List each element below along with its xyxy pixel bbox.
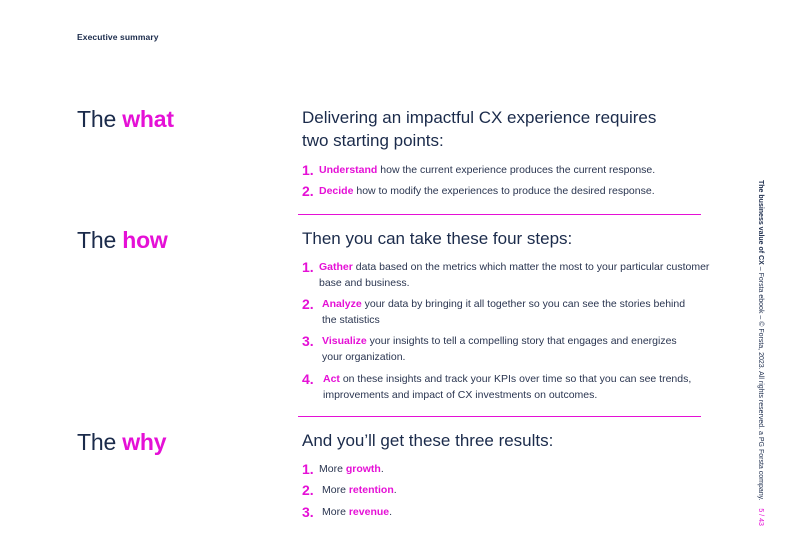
item-text: your insights to tell a compelling story that engages and energizes your organization. (322, 335, 677, 363)
item-number: 3. (302, 504, 314, 520)
what-item-2 (302, 184, 722, 200)
what-heading-line1: Delivering an impactful CX experience requires (302, 108, 657, 127)
item-text: More (322, 506, 349, 518)
item-keyword: retention (348, 484, 394, 496)
item-suffix: . (380, 463, 384, 475)
why-item-1 (302, 462, 602, 478)
item-number: 2. (302, 183, 314, 199)
item-keyword: growth (345, 463, 381, 475)
label-prefix: The (77, 227, 123, 253)
item-keyword: Decide (319, 185, 354, 197)
item-number: 2. (302, 296, 314, 312)
how-item-1 (302, 260, 712, 291)
item-number: 4. (302, 371, 314, 387)
how-item-2 (302, 297, 692, 328)
how-heading: Then you can take these four steps: (302, 229, 573, 248)
item-keyword: Act (323, 373, 340, 385)
item-number: 1. (302, 162, 314, 178)
item-text: More (322, 484, 349, 496)
item-keyword: Analyze (322, 298, 362, 310)
why-item-2 (302, 483, 602, 499)
vertical-footer (752, 180, 764, 526)
label-the-what (77, 106, 174, 133)
item-text: data based on the metrics which matter the most to your particular customer base and business. (319, 261, 710, 289)
item-suffix: . (389, 506, 393, 518)
item-number: 1. (302, 461, 314, 477)
footer-title: The business value of CX (757, 180, 764, 265)
divider (298, 214, 701, 215)
item-number: 3. (302, 333, 314, 349)
footer-copyright: – Forsta ebook – © Forsta, 2023. All rights reserved. a PG Forsta company. (757, 264, 764, 501)
item-number: 1. (302, 259, 314, 275)
item-text: your data by bringing it all together so you can see the stories behind the statistics (322, 298, 686, 326)
item-text: on these insights and track your KPIs over time so that you can see trends, improvements and impact of CX investments on outcomes. (323, 373, 692, 401)
how-item-3 (302, 334, 682, 365)
label-the-how (77, 227, 168, 254)
label-accent: how (122, 227, 168, 253)
label-the-why (77, 429, 166, 456)
page-number: 5 / 43 (757, 508, 764, 526)
how-item-4 (302, 372, 692, 403)
label-prefix: The (77, 429, 123, 455)
item-text: More (319, 463, 346, 475)
item-keyword: Gather (319, 261, 353, 273)
label-prefix: The (77, 106, 123, 132)
item-text: how to modify the experiences to produce the desired response. (353, 185, 655, 197)
item-keyword: Understand (319, 164, 378, 176)
item-keyword: Visualize (322, 335, 367, 347)
what-heading-line2: two starting points: (302, 131, 444, 150)
divider (298, 416, 701, 417)
why-item-3 (302, 505, 602, 521)
what-heading (302, 106, 656, 152)
label-accent: why (122, 429, 167, 455)
label-accent: what (122, 106, 174, 132)
what-item-1 (302, 163, 722, 179)
item-keyword: revenue (348, 506, 390, 518)
item-number: 2. (302, 482, 314, 498)
footer-text (757, 180, 764, 526)
why-heading: And you’ll get these three results: (302, 431, 554, 450)
item-suffix: . (393, 484, 397, 496)
section-header: Executive summary (77, 32, 159, 42)
item-text: how the current experience produces the current response. (377, 164, 656, 176)
